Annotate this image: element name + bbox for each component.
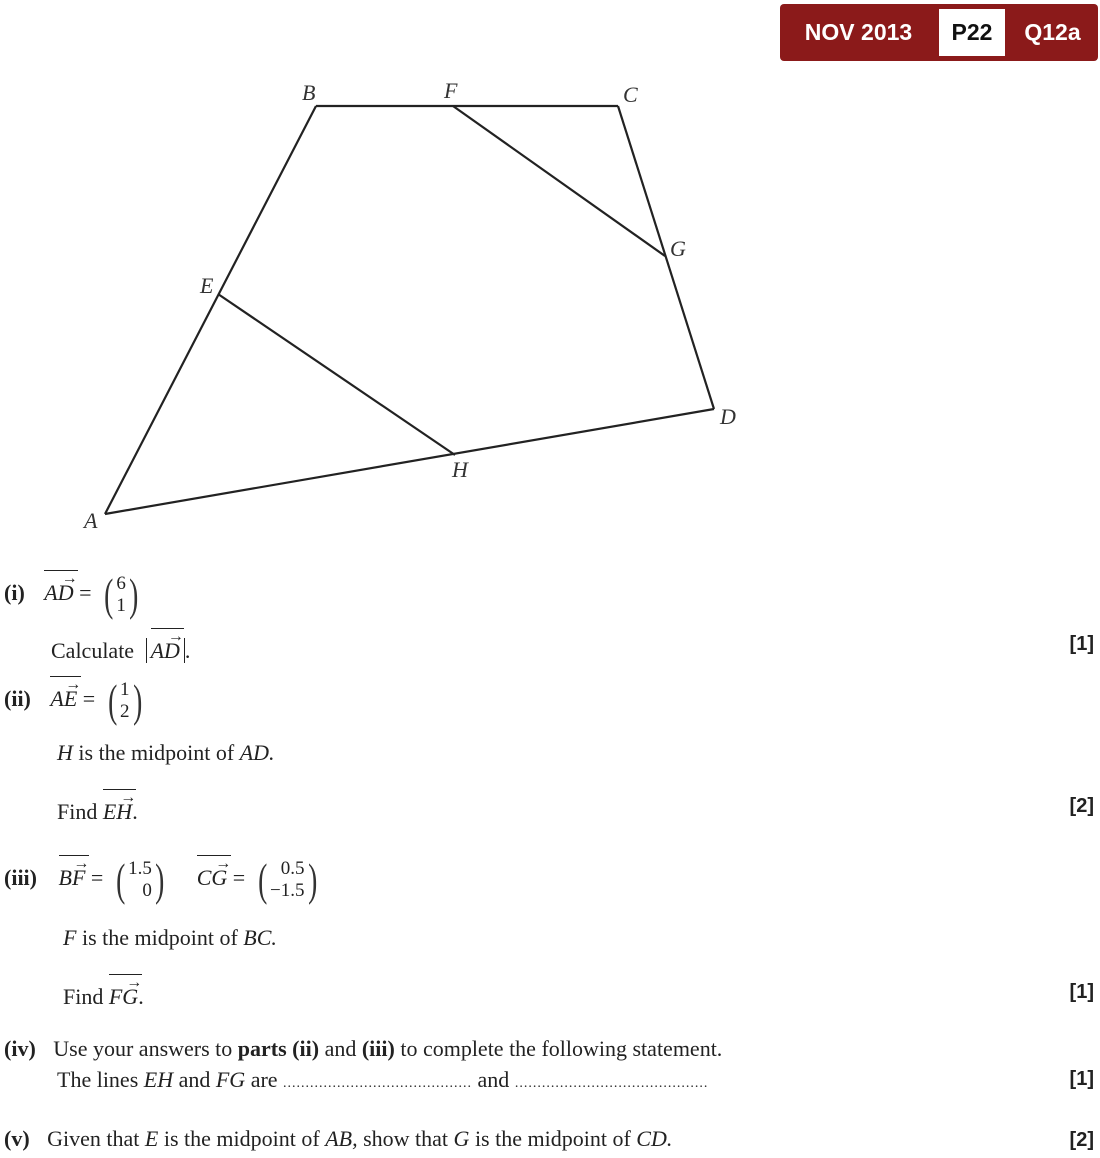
part-iii-midpoint-statement bbox=[63, 925, 277, 951]
punct: . bbox=[138, 984, 144, 1009]
label-f: F bbox=[444, 78, 458, 103]
vector-eh: EH → bbox=[103, 795, 132, 825]
mark-ii: [2] bbox=[1069, 795, 1094, 817]
part-i-question bbox=[51, 634, 190, 664]
line-eh: EH bbox=[143, 1067, 174, 1092]
instruction-text: Use your answers to bbox=[53, 1036, 238, 1061]
point-e: E bbox=[144, 1126, 159, 1151]
vector-ad: AD → bbox=[44, 576, 73, 606]
part-iii-question bbox=[63, 980, 144, 1010]
component-bottom: 0 bbox=[142, 880, 152, 901]
vector-cg: CG → bbox=[197, 861, 228, 891]
part-v-question bbox=[4, 1126, 672, 1152]
part-iv-number: (iv) bbox=[4, 1036, 36, 1061]
find-text: Find bbox=[57, 799, 98, 824]
segment-ad: AD. bbox=[239, 740, 275, 765]
badge-session: NOV 2013 bbox=[804, 19, 913, 45]
point-f: F bbox=[63, 925, 77, 950]
part-ii-midpoint-statement bbox=[57, 740, 275, 766]
question-badge bbox=[780, 4, 1098, 61]
label-d: D bbox=[720, 404, 736, 429]
label-c: C bbox=[623, 82, 638, 107]
part-iv-statement bbox=[57, 1067, 708, 1093]
part-ii-number: (ii) bbox=[4, 686, 31, 712]
vector-fg: FG → bbox=[109, 980, 138, 1010]
answer-blank-2[interactable]: ........................................... bbox=[514, 1076, 709, 1091]
component-bottom: 1 bbox=[116, 595, 126, 616]
vector-ae: AE → bbox=[50, 682, 77, 712]
statement-text: The lines bbox=[57, 1067, 144, 1092]
statement-are: are bbox=[245, 1067, 284, 1092]
midpoint-text-2: is the midpoint of bbox=[469, 1126, 637, 1151]
line-fg: FG bbox=[215, 1067, 246, 1092]
component-top: 1 bbox=[120, 679, 130, 700]
part-ii-question bbox=[57, 795, 138, 825]
midpoint-text: is the midpoint of bbox=[76, 925, 244, 950]
midpoint-text: is the midpoint of bbox=[72, 740, 240, 765]
vector-bf: BF → bbox=[59, 861, 86, 891]
point-h: H bbox=[57, 740, 73, 765]
component-top: 6 bbox=[116, 573, 126, 594]
label-h: H bbox=[452, 457, 468, 482]
quadrilateral-diagram bbox=[0, 60, 800, 540]
mark-i: [1] bbox=[1069, 633, 1094, 655]
mark-iii: [1] bbox=[1069, 981, 1094, 1003]
calculate-text: Calculate bbox=[51, 638, 135, 663]
equals-sign: = bbox=[232, 865, 246, 891]
punct: . bbox=[184, 638, 191, 663]
part-ii-given bbox=[4, 675, 145, 726]
badge-paper: P22 bbox=[939, 9, 1005, 56]
instruction-bold-parts: parts (ii) bbox=[237, 1036, 320, 1061]
part-iii-number: (iii) bbox=[4, 865, 37, 891]
label-e: E bbox=[200, 273, 214, 298]
component-bottom: 2 bbox=[120, 701, 130, 722]
part-v-number: (v) bbox=[4, 1126, 30, 1151]
show-text: show that bbox=[357, 1126, 454, 1151]
midpoint-text: is the midpoint of bbox=[158, 1126, 326, 1151]
part-i-given bbox=[4, 569, 141, 620]
vector-ad-magnitude: AD → bbox=[151, 634, 180, 664]
segment-bc: BC. bbox=[243, 925, 277, 950]
point-g: G bbox=[453, 1126, 470, 1151]
part-iv-instruction bbox=[4, 1036, 722, 1062]
label-g: G bbox=[670, 236, 686, 261]
column-vector-cg: ( 0.5 −1.5 ) bbox=[257, 854, 317, 905]
part-iii-given bbox=[4, 854, 320, 905]
mark-iv: [1] bbox=[1069, 1068, 1094, 1090]
mark-v: [2] bbox=[1069, 1129, 1094, 1151]
component-top: 0.5 bbox=[280, 858, 305, 879]
side-ab bbox=[105, 106, 316, 514]
component-top: 1.5 bbox=[128, 858, 152, 879]
answer-blank-1[interactable]: .......................................... bbox=[283, 1076, 473, 1091]
component-bottom: −1.5 bbox=[270, 880, 305, 901]
segment-fg bbox=[453, 106, 665, 256]
segment-eh bbox=[218, 294, 455, 455]
instruction-and: and bbox=[319, 1036, 362, 1061]
find-text: Find bbox=[63, 984, 104, 1009]
segment-cd: CD. bbox=[636, 1126, 673, 1151]
given-text: Given that bbox=[47, 1126, 145, 1151]
punct: . bbox=[132, 799, 138, 824]
instruction-end: to complete the following statement. bbox=[394, 1036, 723, 1061]
badge-question: Q12a bbox=[1024, 19, 1081, 45]
statement-and: and bbox=[173, 1067, 216, 1092]
column-vector-ae: ( 1 2 ) bbox=[107, 675, 142, 726]
part-i-number: (i) bbox=[4, 580, 25, 606]
equals-sign: = bbox=[82, 686, 96, 712]
label-a: A bbox=[84, 508, 98, 533]
label-b: B bbox=[302, 80, 316, 105]
column-vector-ad: ( 6 1 ) bbox=[104, 569, 139, 620]
segment-ab: AB, bbox=[325, 1126, 358, 1151]
column-vector-bf: ( 1.5 0 ) bbox=[115, 854, 165, 905]
instruction-bold-iii: (iii) bbox=[361, 1036, 395, 1061]
side-cd bbox=[618, 106, 714, 409]
equals-sign: = bbox=[90, 865, 104, 891]
equals-sign: = bbox=[79, 580, 92, 606]
statement-and-2: and bbox=[472, 1067, 515, 1092]
